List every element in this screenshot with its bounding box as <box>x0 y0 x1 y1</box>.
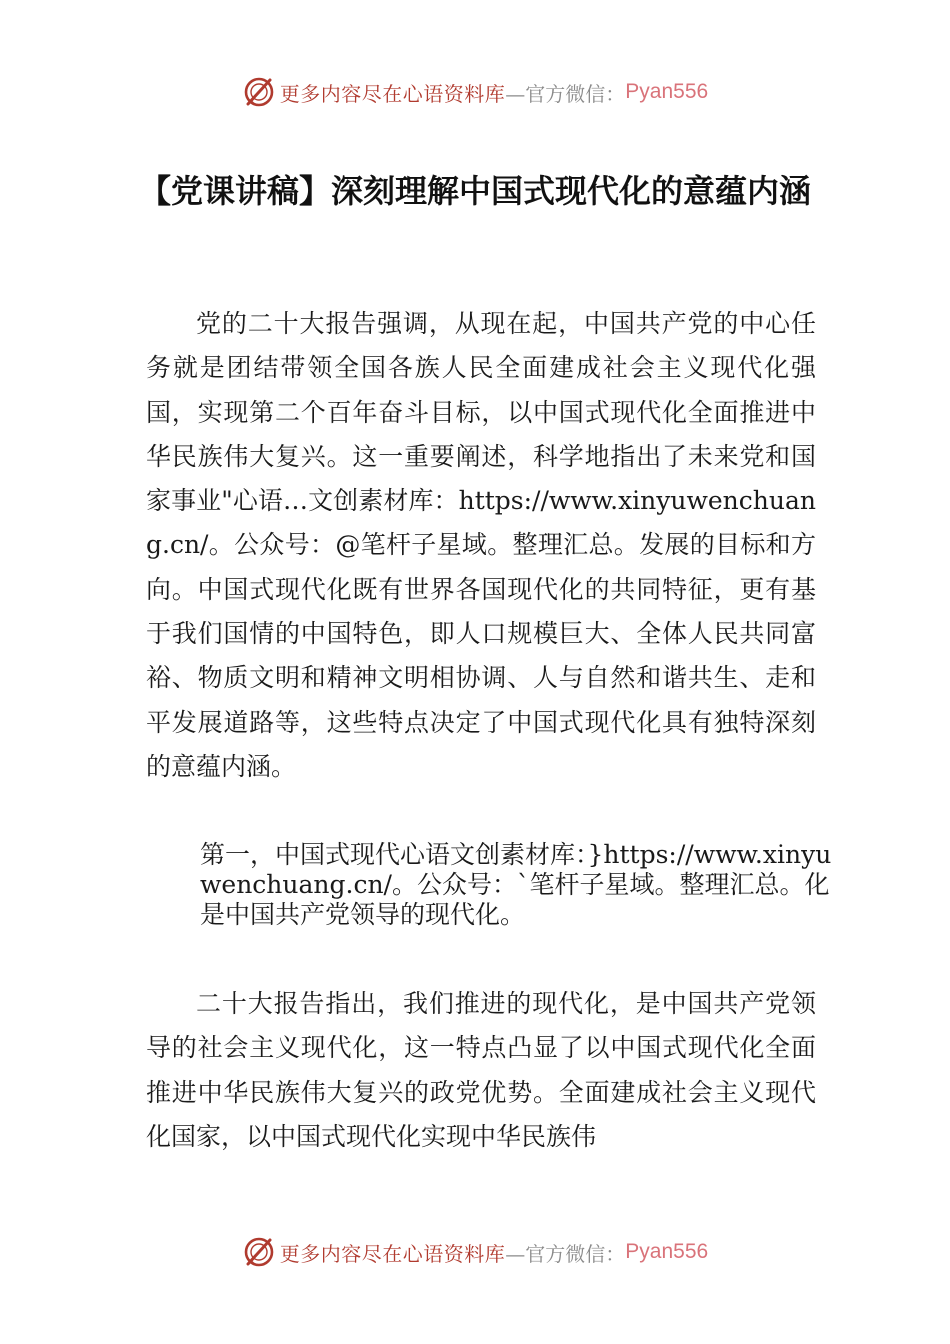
footer-wechat-id: Pyan556 <box>625 1240 709 1263</box>
header-slogan: 更多内容尽在心语资料库 <box>279 81 506 106</box>
section-heading-1: 第一，中国式现代心语文创素材库：}https://www.xinyuwenchuang.cn/。公众号：`笔杆子星域。整理汇总。化是中国共产党领导的现代化。 <box>200 840 832 929</box>
header-wechat-label: —官方微信： <box>505 81 626 106</box>
brush-logo-icon <box>242 1235 276 1269</box>
body-paragraph-1: 党的二十大报告强调，从现在起，中国共产党的中心任务就是团结带领全国各族人民全面建成社会主义现代化强国，实现第二个百年奋斗目标，以中国式现代化全面推进中华民族伟大复兴。这一重要阐述，科学地指出了未来党和国家事业"心语…文创素材库：https://www.xinyuwenchuang.cn/。公众号：@笔杆子星域。整理汇总。发展的目标和方向。中国式现代化既有世界各国现代化的共同特征，更有基于我们国情的中国特色，即人口规模巨大、全体人民共同富裕、物质文明和精神文明相协调、人与自然和谐共生、走和平发展道路等，这些特点决定了中国式现代化具有独特深刻的意蕴内涵。 <box>146 309 816 781</box>
header-wechat-id: Pyan556 <box>625 80 709 103</box>
footer-slogan: 更多内容尽在心语资料库 <box>279 1241 506 1266</box>
body-paragraph-2: 二十大报告指出，我们推进的现代化，是中国共产党领导的社会主义现代化，这一特点凸显了以中国式现代化全面推进中华民族伟大复兴的政党优势。全面建成社会主义现代化国家，以中国式现代化实现中华民族伟 <box>146 989 816 1151</box>
footer-wechat-label: —官方微信： <box>505 1241 626 1266</box>
document-title: 【党课讲稿】深刻理解中国式现代化的意蕴内涵 <box>138 172 811 210</box>
brush-logo-icon <box>242 75 276 109</box>
header-banner <box>0 70 950 114</box>
footer-banner <box>0 1230 950 1274</box>
